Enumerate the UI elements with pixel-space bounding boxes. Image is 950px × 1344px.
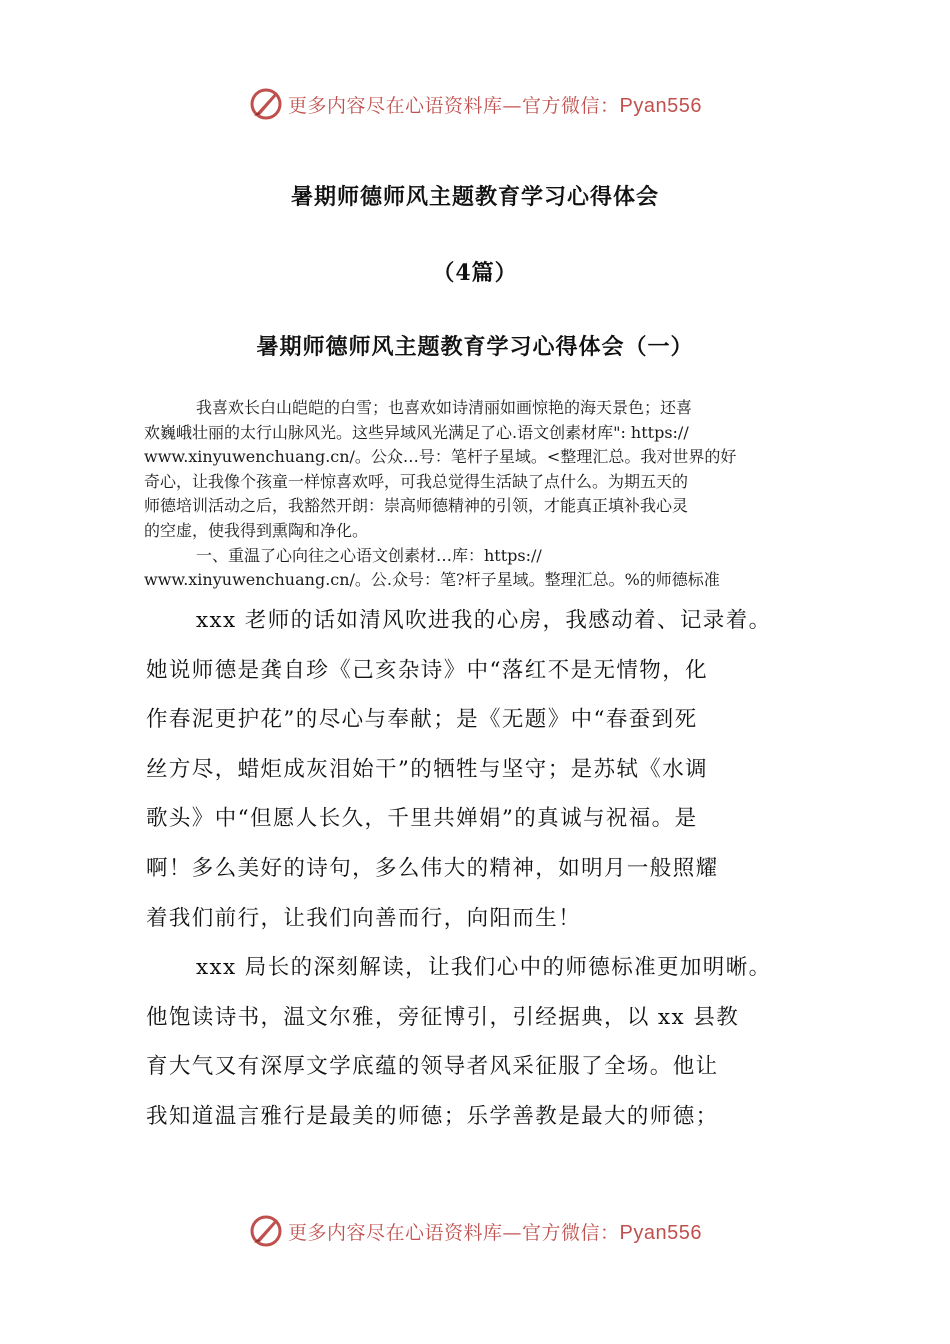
wechat-id: Pyan556	[619, 94, 702, 117]
section-title: 暑期师德师风主题教育学习心得体会（一）	[256, 334, 694, 360]
intro-paragraph	[144, 396, 804, 593]
text-line: 着我们前行，让我们向善而行，向阳而生！	[146, 905, 582, 931]
text-line: xxx 老师的话如清风吹进我的心房，我感动着、记录着。	[196, 608, 772, 633]
text-line: 啊！多么美好的诗句，多么伟大的精神，如明月一般照耀	[146, 855, 719, 881]
text-line: 欢巍峨壮丽的太行山脉风光。这些异域风光满足了心.语文创素材库": https://	[144, 422, 689, 442]
text-line: www.xinyuwenchuang.cn/。公.众号：笔?杆子星域。整理汇总。%的师德标准	[144, 570, 720, 590]
body-paragraph-1	[146, 596, 826, 943]
text-line: 奇心，让我像个孩童一样惊喜欢呼，可我总觉得生活缺了点什么。为期五天的	[144, 471, 689, 491]
text-line: 的空虚，使我得到熏陶和净化。	[144, 520, 369, 540]
article-count: （4篇）	[432, 260, 518, 286]
text-line: 丝方尽，蜡炬成灰泪始干”的牺牲与坚守；是苏轼《水调	[146, 756, 708, 782]
text-line: 他饱读诗书，温文尔雅，旁征博引，引经据典，以 xx 县教	[146, 1004, 740, 1030]
banner-text: 更多内容尽在心语资料库—官方微信：Pyan556	[288, 1221, 702, 1244]
text-line: 她说师德是龚自珍《己亥杂诗》中“落红不是无情物，化	[146, 657, 708, 683]
text-line: 我喜欢长白山皑皑的白雪；也喜欢如诗清丽如画惊艳的海天景色；还喜	[196, 398, 693, 417]
text-line: 作春泥更护花”的尽心与奉献；是《无题》中“春蚕到死	[146, 707, 698, 733]
quill-logo-icon	[248, 1213, 284, 1249]
text-line: www.xinyuwenchuang.cn/。公众…号：笔杆子星域。<整理汇总。我对世界的好	[144, 447, 737, 467]
text-line: xxx 局长的深刻解读，让我们心中的师德标准更加明晰。	[196, 955, 772, 980]
footer-banner	[0, 1211, 950, 1251]
text-line: 师德培训活动之后，我豁然开朗：崇高师德精神的引领，才能真正填补我心灵	[144, 496, 689, 516]
document-title: 暑期师德师风主题教育学习心得体会	[290, 184, 659, 210]
text-line: 育大气又有深厚文学底蕴的领导者风采征服了全场。他让	[146, 1054, 719, 1080]
text-line: 一、重温了心向往之心语文创素材…库：https://	[196, 545, 542, 565]
wechat-id: Pyan556	[619, 1221, 702, 1244]
quill-logo-icon	[248, 86, 284, 122]
body-paragraph-2	[146, 943, 826, 1141]
text-line: 我知道温言雅行是最美的师德；乐学善教是最大的师德；	[146, 1103, 719, 1129]
banner-text: 更多内容尽在心语资料库—官方微信：Pyan556	[288, 94, 702, 117]
header-banner	[0, 84, 950, 124]
text-line: 歌头》中“但愿人长久，千里共婵娟”的真诚与祝福。是	[146, 806, 698, 832]
